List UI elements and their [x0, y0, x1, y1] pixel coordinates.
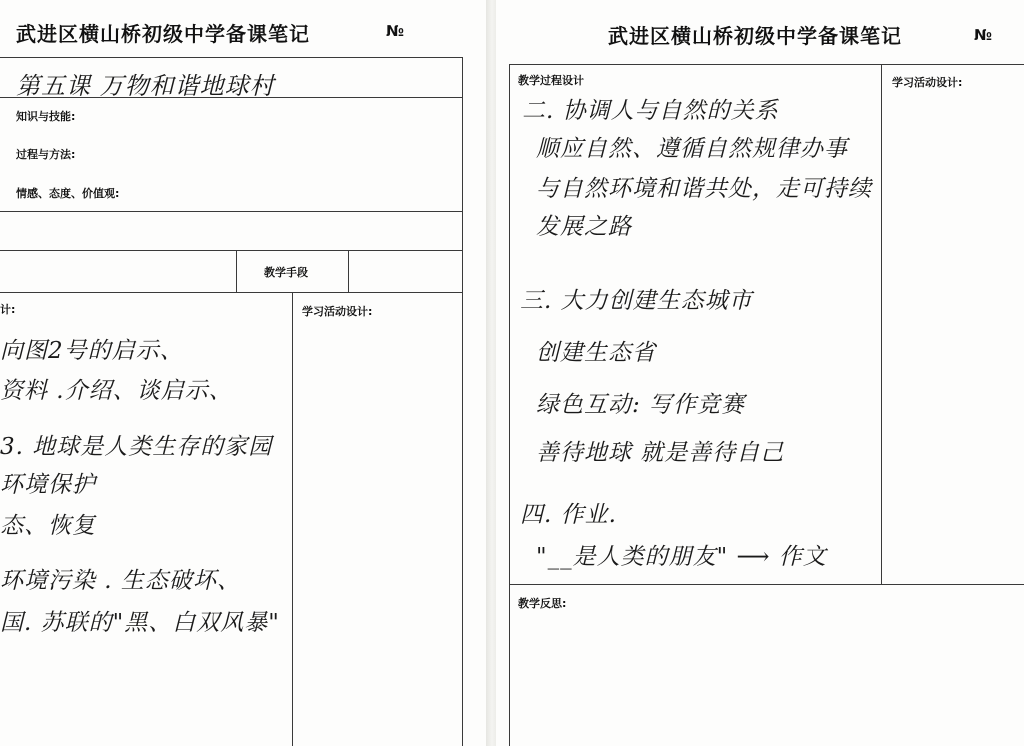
- cell-divider: [236, 250, 237, 292]
- right-page-number-mark: №: [974, 26, 993, 44]
- left-page-header-title: 武进区横山桥初级中学备课笔记: [16, 22, 310, 46]
- right-notebook-page: [496, 0, 1024, 746]
- design-label-partial: 计:: [0, 303, 16, 316]
- handwritten-note-line: 创建生态省: [536, 340, 656, 366]
- handwritten-note-line: 三. 大力创建生态城市: [520, 288, 753, 314]
- handwritten-note-line: 二. 协调人与自然的关系: [522, 98, 779, 124]
- handwritten-note-line: 环境污染 . 生态破坏、: [0, 568, 241, 594]
- row-divider: [0, 292, 463, 293]
- left-notebook-page: [0, 0, 488, 746]
- teaching-reflection-label: 教学反思:: [518, 597, 567, 610]
- handwritten-note-line: 向图2号的启示、: [0, 338, 184, 364]
- knowledge-label: 知识与技能:: [16, 110, 76, 123]
- handwritten-note-line: 资料 .介绍、谈启示、: [0, 378, 233, 404]
- handwritten-note-line: 善待地球 就是善待自己: [536, 440, 785, 466]
- lesson-title-handwriting: 第五课 万物和谐地球村: [16, 72, 275, 100]
- teaching-process-label: 教学过程设计: [518, 74, 584, 87]
- handwritten-note-line: 国. 苏联的"黑、白双风暴": [0, 610, 280, 636]
- left-page-number-mark: №: [386, 22, 405, 40]
- row-divider: [0, 250, 463, 251]
- process-method-label: 过程与方法:: [16, 148, 76, 161]
- table-border-top: [509, 64, 1024, 65]
- handwritten-note-line: 与自然环境和谐共处，走可持续: [536, 176, 872, 202]
- learning-activity-label: 学习活动设计:: [892, 76, 963, 89]
- handwritten-note-line: 顺应自然、遵循自然规律办事: [536, 136, 848, 162]
- column-divider: [881, 64, 882, 584]
- handwritten-note-line: 环境保护: [0, 472, 96, 498]
- teaching-means-label: 教学手段: [264, 266, 308, 279]
- handwritten-note-line: "__是人类的朋友" ⟶ 作文: [536, 544, 827, 570]
- handwritten-note-line: 发展之路: [536, 214, 632, 240]
- row-divider: [0, 211, 463, 212]
- emotion-values-label: 情感、态度、价值观:: [16, 187, 120, 200]
- handwritten-note-line: 态、恢复: [0, 513, 96, 539]
- learning-activity-label: 学习活动设计:: [302, 305, 373, 318]
- handwritten-note-line: 四. 作业.: [520, 502, 617, 528]
- column-divider: [292, 292, 293, 746]
- row-divider: [509, 584, 1024, 585]
- table-border-right: [462, 57, 463, 746]
- right-page-header-title: 武进区横山桥初级中学备课笔记: [608, 24, 902, 48]
- cell-divider: [348, 250, 349, 292]
- table-border-top: [0, 57, 463, 58]
- handwritten-note-line: 3. 地球是人类生存的家园: [0, 434, 273, 460]
- table-border-left: [509, 64, 510, 746]
- handwritten-note-line: 绿色互动: 写作竞赛: [536, 392, 746, 418]
